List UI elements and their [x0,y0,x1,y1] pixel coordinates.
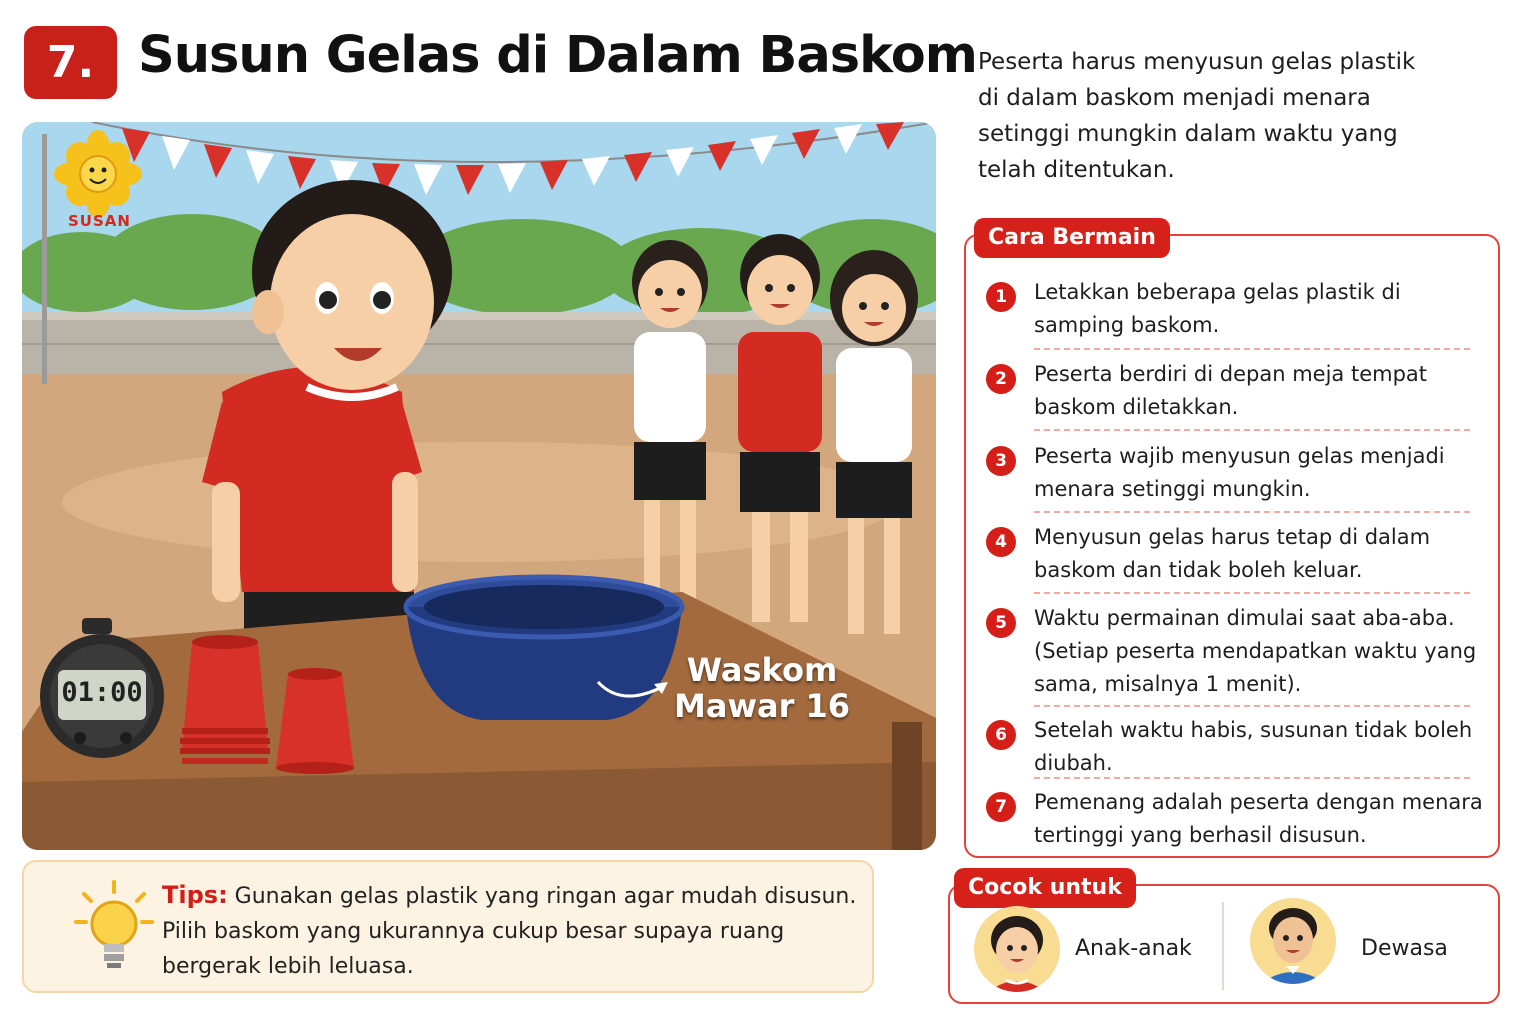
step-divider [1034,777,1470,779]
child-avatar-icon [974,906,1060,992]
step-number: 7 [986,792,1016,822]
game-illustration [22,122,936,850]
suitable-adults-label: Dewasa [1361,936,1448,961]
suitable-for-title: Cocok untuk [954,868,1136,908]
step-number: 1 [986,282,1016,312]
step-text: Peserta berdiri di depan meja tempat baskom diletakkan. [1034,362,1428,419]
step-text: Peserta wajib menyusun gelas menjadi menara setinggi mungkin. [1034,444,1445,501]
product-label-line1: Waskom [686,651,838,689]
lightbulb-icon [74,880,154,972]
step-text: Menyusun gelas harus tetap di dalam baskom dan tidak boleh keluar. [1034,525,1431,582]
step-number: 2 [986,364,1016,394]
susan-logo-text: SUSAN [68,212,131,230]
step-number: 3 [986,446,1016,476]
step-text: Pemenang adalah peserta dengan menara tertinggi yang berhasil disusun. [1034,790,1483,847]
step-number-badge: 7. [24,26,117,99]
product-label-line2: Mawar 16 [674,687,851,725]
step-divider [1034,511,1470,513]
tips-panel [22,860,874,993]
step-number: 4 [986,527,1016,557]
step-divider [1034,429,1470,431]
step-text: Waktu permainan dimulai saat aba-aba. (Setiap peserta mendapatkan waktu yang sama, misalnya 1 menit). [1034,606,1477,696]
page-title: Susun Gelas di Dalam Baskom [138,26,977,85]
step-divider [1034,705,1470,707]
tips-label: Tips: [162,881,228,909]
intro-description: Peserta harus menyusun gelas plastik di dalam baskom menjadi menara setinggi mungkin dalam waktu yang telah ditentukan. [978,49,1416,183]
suitable-divider [1222,902,1224,990]
step-text: Letakkan beberapa gelas plastik di samping baskom. [1034,280,1401,337]
blue-basin [406,577,682,720]
scene-drawing [22,122,936,850]
step-divider [1034,592,1470,594]
step-divider [1034,348,1470,350]
how-to-play-title: Cara Bermain [974,218,1170,258]
suitable-children-label: Anak-anak [1075,936,1192,961]
step-number: 5 [986,608,1016,638]
tips-text [162,878,862,984]
step-number: 6 [986,720,1016,750]
product-label [674,652,850,724]
adult-avatar-icon [1250,898,1336,984]
step-text: Setelah waktu habis, susunan tidak boleh diubah. [1034,718,1473,775]
tips-body: Gunakan gelas plastik yang ringan agar mudah disusun. Pilih baskom yang ukurannya cukup besar supaya ruang bergerak lebih leluasa. [162,884,857,979]
stopwatch-display: 01:00 [61,677,143,708]
